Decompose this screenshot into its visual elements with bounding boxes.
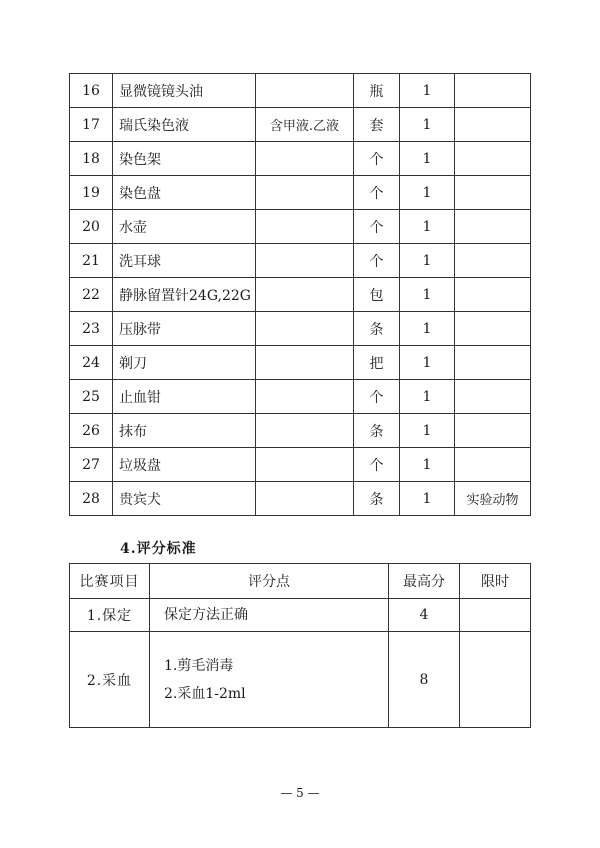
section-title: 4.评分标准 (120, 541, 197, 557)
item-unit: 个 (354, 380, 400, 414)
item-number: 21 (70, 244, 113, 278)
equipment-row (70, 312, 531, 346)
item-spec (256, 482, 354, 516)
item-number: 28 (70, 482, 113, 516)
header-points: 评分点 (150, 564, 389, 599)
header-item: 比赛项目 (70, 564, 150, 599)
scoring-limit (460, 599, 531, 632)
item-number: 19 (70, 176, 113, 210)
item-spec (256, 210, 354, 244)
scoring-point: 1.剪毛消毒 (164, 657, 234, 674)
item-number: 23 (70, 312, 113, 346)
scoring-point: 2.采血1-2ml (164, 685, 246, 702)
equipment-row (70, 448, 531, 482)
item-note (455, 108, 531, 142)
item-name: 止血钳 (113, 380, 256, 414)
item-name: 压脉带 (113, 312, 256, 346)
scoring-point: 保定方法正确 (164, 607, 248, 623)
equipment-table (69, 73, 531, 516)
item-name: 抹布 (113, 414, 256, 448)
item-number: 25 (70, 380, 113, 414)
header-max-score: 最高分 (389, 564, 460, 599)
item-spec (256, 448, 354, 482)
item-note (455, 244, 531, 278)
equipment-row (70, 74, 531, 108)
item-note (455, 346, 531, 380)
item-unit: 条 (354, 482, 400, 516)
item-number: 18 (70, 142, 113, 176)
item-unit: 条 (354, 414, 400, 448)
item-number: 20 (70, 210, 113, 244)
item-quantity: 1 (400, 244, 455, 278)
item-spec (256, 244, 354, 278)
scoring-header-row (70, 564, 531, 599)
item-quantity: 1 (400, 74, 455, 108)
scoring-item: 1.保定 (70, 599, 150, 632)
item-quantity: 1 (400, 414, 455, 448)
item-note (455, 380, 531, 414)
page-number: — 5 — (280, 786, 320, 800)
item-number: 27 (70, 448, 113, 482)
item-number: 22 (70, 278, 113, 312)
item-note (455, 448, 531, 482)
item-note (455, 414, 531, 448)
item-spec (256, 176, 354, 210)
item-quantity: 1 (400, 312, 455, 346)
item-name: 水壶 (113, 210, 256, 244)
equipment-row (70, 278, 531, 312)
equipment-row (70, 142, 531, 176)
item-name: 洗耳球 (113, 244, 256, 278)
item-name: 静脉留置针24G,22G (113, 278, 256, 312)
equipment-row (70, 108, 531, 142)
item-quantity: 1 (400, 346, 455, 380)
item-unit: 瓶 (354, 74, 400, 108)
item-number: 17 (70, 108, 113, 142)
item-name: 显微镜镜头油 (113, 74, 256, 108)
item-name: 剃刀 (113, 346, 256, 380)
item-note: 实验动物 (455, 482, 531, 516)
item-unit: 套 (354, 108, 400, 142)
scoring-row (70, 599, 531, 632)
item-quantity: 1 (400, 176, 455, 210)
item-quantity: 1 (400, 448, 455, 482)
scoring-max: 4 (389, 599, 460, 632)
item-spec (256, 380, 354, 414)
item-unit: 个 (354, 142, 400, 176)
scoring-row (70, 632, 531, 728)
equipment-row (70, 176, 531, 210)
equipment-row (70, 244, 531, 278)
item-name: 染色架 (113, 142, 256, 176)
scoring-item: 2.采血 (70, 632, 150, 728)
scoring-points (150, 632, 389, 728)
item-spec (256, 142, 354, 176)
equipment-row (70, 414, 531, 448)
item-spec (256, 278, 354, 312)
item-note (455, 210, 531, 244)
item-quantity: 1 (400, 278, 455, 312)
equipment-row (70, 380, 531, 414)
item-number: 16 (70, 74, 113, 108)
item-number: 24 (70, 346, 113, 380)
item-unit: 个 (354, 244, 400, 278)
item-quantity: 1 (400, 380, 455, 414)
item-name: 染色盘 (113, 176, 256, 210)
item-quantity: 1 (400, 482, 455, 516)
equipment-row (70, 210, 531, 244)
item-unit: 包 (354, 278, 400, 312)
item-quantity: 1 (400, 108, 455, 142)
item-unit: 个 (354, 176, 400, 210)
scoring-limit (460, 632, 531, 728)
item-note (455, 176, 531, 210)
item-unit: 把 (354, 346, 400, 380)
item-spec (256, 346, 354, 380)
item-note (455, 278, 531, 312)
item-name: 瑞氏染色液 (113, 108, 256, 142)
scoring-points (150, 599, 389, 632)
item-unit: 个 (354, 448, 400, 482)
item-spec (256, 312, 354, 346)
item-name: 贵宾犬 (113, 482, 256, 516)
item-note (455, 142, 531, 176)
item-quantity: 1 (400, 142, 455, 176)
item-note (455, 74, 531, 108)
equipment-row (70, 346, 531, 380)
item-spec (256, 74, 354, 108)
item-number: 26 (70, 414, 113, 448)
item-unit: 个 (354, 210, 400, 244)
item-unit: 条 (354, 312, 400, 346)
scoring-table (69, 563, 531, 728)
header-time-limit: 限时 (460, 564, 531, 599)
equipment-row (70, 482, 531, 516)
item-quantity: 1 (400, 210, 455, 244)
scoring-max: 8 (389, 632, 460, 728)
item-spec: 含甲液.乙液 (256, 108, 354, 142)
item-spec (256, 414, 354, 448)
item-name: 垃圾盘 (113, 448, 256, 482)
item-note (455, 312, 531, 346)
